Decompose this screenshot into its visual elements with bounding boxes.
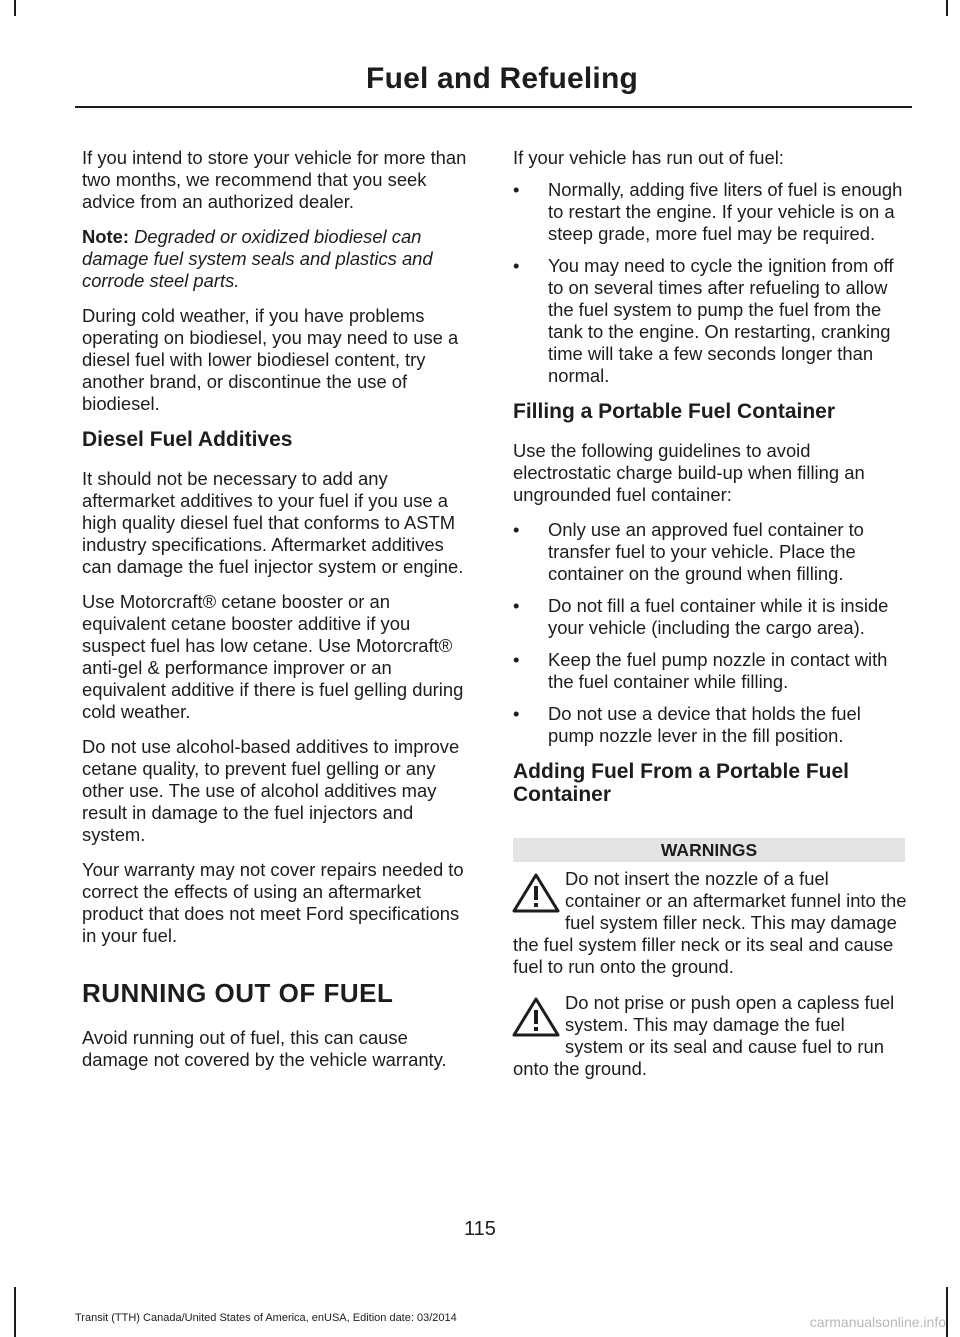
- page-title: Fuel and Refueling: [366, 62, 638, 95]
- warning-text: Do not insert the nozzle of a fuel container or an aftermarket funnel into the fuel system filler neck. This may damage the fuel system filler neck or its seal and cause fuel to run onto the ground.: [513, 868, 907, 977]
- paragraph-storage: If you intend to store your vehicle for more than two months, we recommend that you seek advice from an authorized dealer.: [82, 147, 467, 212]
- heading-running-out-of-fuel: RUNNING OUT OF FUEL: [82, 978, 394, 1008]
- paragraph-filling-intro: Use the following guidelines to avoid electrostatic charge build-up when filling an ungrounded fuel container:: [513, 440, 865, 505]
- paragraph-alcohol: Do not use alcohol-based additives to improve cetane quality, to prevent fuel gelling or any other use. The use of alcohol additives may result in damage to the fuel injectors and system.: [82, 736, 460, 845]
- list-item: • Only use an approved fuel container to transfer fuel to your vehicle. Place the container on the ground when filling.: [513, 519, 908, 585]
- header-rule: [75, 106, 912, 108]
- note: [82, 226, 477, 292]
- crop-mark-bottom-left: [14, 1287, 16, 1337]
- paragraph-avoid-running-out: Avoid running out of fuel, this can cause damage not covered by the vehicle warranty.: [82, 1027, 447, 1070]
- heading-diesel-fuel-additives: Diesel Fuel Additives: [82, 428, 293, 451]
- paragraph-motorcraft: Use Motorcraft® cetane booster or an equivalent cetane booster additive if you suspect fuel has low cetane. Use Motorcraft® anti-gel & performance improver or an equivalent additive if there is fuel gelling during cold weather.: [82, 591, 464, 722]
- paragraph-additives: It should not be necessary to add any aftermarket additives to your fuel if you use a high quality diesel fuel that conforms to ASTM industry specifications. Aftermarket additives can damage the fuel injector system or engine.: [82, 468, 464, 577]
- warnings-header: WARNINGS: [513, 838, 905, 862]
- list-item: • Do not fill a fuel container while it is inside your vehicle (including the cargo area).: [513, 595, 908, 639]
- paragraph-run-out-intro: If your vehicle has run out of fuel:: [513, 147, 784, 168]
- filling-guidelines-list: [513, 519, 908, 747]
- note-label: Note:: [82, 226, 129, 247]
- list-item: • Normally, adding five liters of fuel is enough to restart the engine. If your vehicle is on a steep grade, more fuel may be required.: [513, 179, 908, 245]
- run-out-list: [513, 179, 908, 387]
- warning-triangle-icon: [511, 872, 561, 914]
- heading-filling-portable-container: Filling a Portable Fuel Container: [513, 400, 836, 423]
- heading-adding-fuel-portable: Adding Fuel From a Portable Fuel Container: [513, 760, 850, 806]
- crop-mark-bottom-right: [946, 1287, 948, 1337]
- list-item: • Keep the fuel pump nozzle in contact with the fuel container while filling.: [513, 649, 908, 693]
- watermark: carmanualsonline.info: [809, 1314, 946, 1330]
- warning-item: [513, 868, 908, 978]
- edition-footer: Transit (TTH) Canada/United States of America, enUSA, Edition date: 03/2014: [75, 1312, 457, 1324]
- list-item: • Do not use a device that holds the fuel pump nozzle lever in the fill position.: [513, 703, 908, 747]
- left-column: [82, 147, 477, 1084]
- warning-text: Do not prise or push open a capless fuel system. This may damage the fuel system or its seal and cause fuel to run onto the ground.: [513, 992, 895, 1079]
- page-number: 115: [464, 1218, 496, 1240]
- crop-mark-top-left: [14, 0, 16, 16]
- paragraph-warranty: Your warranty may not cover repairs needed to correct the effects of using an aftermarket product that does not meet Ford specifications in your fuel.: [82, 859, 464, 946]
- right-column: [513, 147, 908, 1090]
- warning-triangle-icon: [511, 996, 561, 1038]
- note-body: Degraded or oxidized biodiesel can damage fuel system seals and plastics and corrode steel parts.: [82, 226, 433, 291]
- crop-mark-top-right: [946, 0, 948, 16]
- warning-item: [513, 992, 908, 1080]
- paragraph-cold-weather: During cold weather, if you have problems operating on biodiesel, you may need to use a diesel fuel with lower biodiesel content, try another brand, or discontinue the use of biodiesel.: [82, 305, 459, 414]
- list-item: • You may need to cycle the ignition from off to on several times after refueling to allow the fuel system to pump the fuel from the tank to the engine. On restarting, cranking time will take a few seconds longer than normal.: [513, 255, 908, 387]
